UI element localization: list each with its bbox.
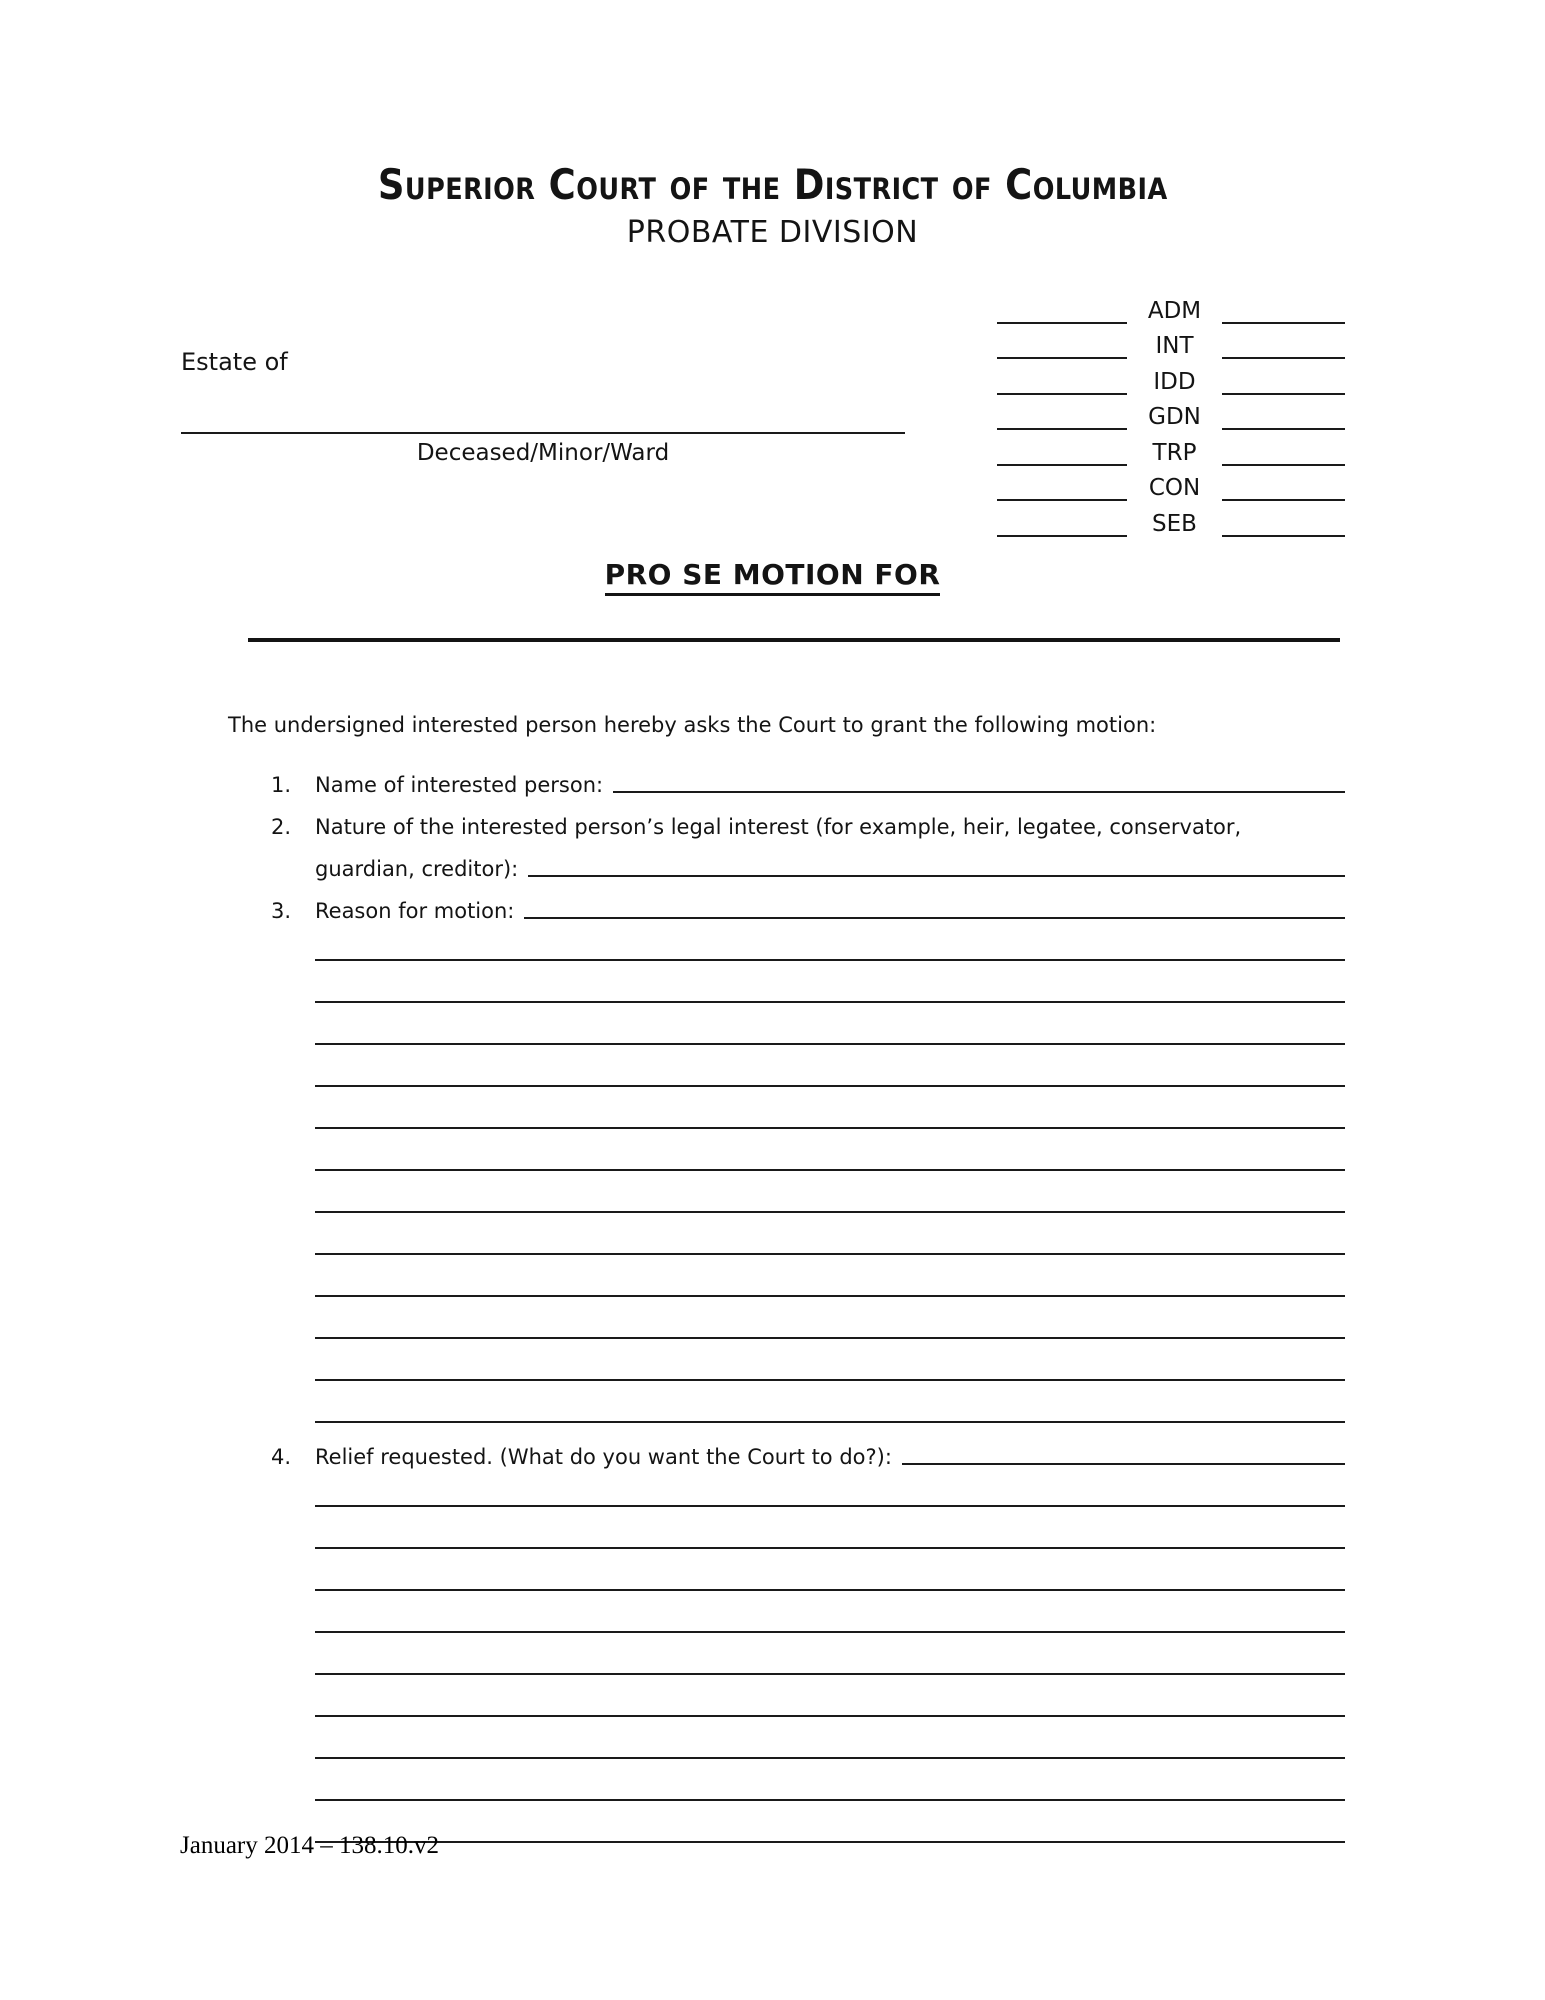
item-2-line-1 [228, 797, 1345, 839]
item-2-inline-blank[interactable] [528, 874, 1345, 877]
item-1-line-1 [228, 755, 1345, 797]
item-3-writing-line-1 [228, 923, 1345, 965]
item-4-writing-line-7 [228, 1721, 1345, 1763]
item-3-blank-line-6[interactable] [315, 1168, 1345, 1171]
case-code-label-gdn: GDN [1148, 404, 1201, 430]
item-3-blank-line-11[interactable] [315, 1378, 1345, 1381]
item-3-writing-line-7 [228, 1175, 1345, 1217]
case-code-label-idd: IDD [1153, 368, 1196, 395]
division-subtitle: PROBATE DIVISION [626, 215, 919, 250]
item-4-blank-line-2[interactable] [315, 1546, 1345, 1549]
item-3-writing-line-8 [228, 1217, 1345, 1259]
case-blank-left-con[interactable] [997, 498, 1127, 501]
case-blank-left-adm[interactable] [997, 321, 1127, 324]
item-4-writing-line-3 [228, 1553, 1345, 1595]
case-code-label-con: CON [1148, 475, 1201, 501]
case-blank-right-trp[interactable] [1222, 463, 1345, 466]
case-code-label-adm: ADM [1147, 297, 1202, 324]
item-number: 3. [271, 898, 292, 923]
case-blank-left-gdn[interactable] [997, 427, 1127, 430]
intro-paragraph [228, 695, 1345, 737]
item-4-writing-line-5 [228, 1637, 1345, 1679]
case-blank-right-gdn[interactable] [1222, 427, 1345, 430]
case-number-block [997, 288, 1347, 537]
motion-title-blank[interactable] [248, 600, 1340, 642]
item-3-writing-line-9 [228, 1259, 1345, 1301]
item-3-writing-line-12 [228, 1385, 1345, 1427]
item-4-line-1 [228, 1427, 1345, 1469]
item-3-blank-line-9[interactable] [315, 1294, 1345, 1297]
case-blank-left-seb[interactable] [997, 534, 1127, 537]
item-4-blank-line-3[interactable] [315, 1588, 1345, 1591]
case-blank-right-con[interactable] [1222, 498, 1345, 501]
item-3-writing-line-5 [228, 1091, 1345, 1133]
item-2-line-2 [228, 839, 1345, 881]
case-code-row-seb [997, 501, 1347, 537]
header [0, 160, 1545, 250]
form-version-footer: January 2014 – 138.10.v2 [180, 1832, 439, 1859]
item-text: Nature of the interested person’s legal interest (for example, heir, legatee, conservator, [315, 814, 1242, 839]
item-3-blank-line-2[interactable] [315, 1000, 1345, 1003]
item-3-blank-line-10[interactable] [315, 1336, 1345, 1339]
item-4-writing-line-4 [228, 1595, 1345, 1637]
item-4-writing-line-1 [228, 1469, 1345, 1511]
item-4-blank-line-9[interactable] [315, 1840, 1345, 1843]
item-4-writing-line-8 [228, 1763, 1345, 1805]
item-3-blank-line-5[interactable] [315, 1126, 1345, 1129]
item-4-blank-line-5[interactable] [315, 1672, 1345, 1675]
case-code-row-gdn [997, 395, 1347, 431]
case-blank-right-seb[interactable] [1222, 534, 1345, 537]
item-number: 4. [271, 1444, 292, 1469]
case-blank-left-int[interactable] [997, 356, 1127, 359]
item-1-inline-blank[interactable] [613, 790, 1345, 793]
case-code-row-idd [997, 359, 1347, 395]
item-3-blank-line-4[interactable] [315, 1084, 1345, 1087]
item-number: 1. [271, 772, 292, 797]
case-blank-right-int[interactable] [1222, 356, 1345, 359]
case-code-label-int: INT [1155, 333, 1194, 359]
item-text: Reason for motion: [315, 898, 515, 923]
court-title: Superior Court of the District of Columbia [377, 160, 1168, 209]
motion-body [228, 695, 1345, 1847]
case-code-label-seb: SEB [1152, 510, 1197, 537]
item-text: Relief requested. (What do you want the Court to do?): [315, 1444, 892, 1469]
item-3-blank-line-7[interactable] [315, 1210, 1345, 1213]
item-3-writing-line-6 [228, 1133, 1345, 1175]
item-3-line-1 [228, 881, 1345, 923]
item-3-writing-line-2 [228, 965, 1345, 1007]
case-code-label-trp: TRP [1152, 439, 1197, 466]
item-4-blank-line-8[interactable] [315, 1798, 1345, 1801]
case-blank-left-trp[interactable] [997, 463, 1127, 466]
motion-heading-wrap [0, 558, 1545, 596]
item-3-blank-line-12[interactable] [315, 1420, 1345, 1423]
item-3-blank-line-8[interactable] [315, 1252, 1345, 1255]
item-3-writing-line-3 [228, 1007, 1345, 1049]
item-3-inline-blank[interactable] [524, 916, 1345, 919]
item-text: Name of interested person: [315, 772, 604, 797]
numbered-items [228, 755, 1345, 1847]
case-blank-left-idd[interactable] [997, 392, 1127, 395]
deceased-minor-ward-caption: Deceased/Minor/Ward [416, 440, 670, 466]
item-4-writing-line-6 [228, 1679, 1345, 1721]
estate-of-label: Estate of [181, 348, 288, 376]
item-4-inline-blank[interactable] [902, 1462, 1345, 1465]
case-code-row-trp [997, 430, 1347, 466]
item-3-blank-line-3[interactable] [315, 1042, 1345, 1045]
item-4-blank-line-4[interactable] [315, 1630, 1345, 1633]
estate-name-blank[interactable] [181, 398, 905, 434]
item-3-blank-line-1[interactable] [315, 958, 1345, 961]
item-3-writing-line-10 [228, 1301, 1345, 1343]
item-3-writing-line-4 [228, 1049, 1345, 1091]
case-blank-right-adm[interactable] [1222, 321, 1345, 324]
item-4-blank-line-7[interactable] [315, 1756, 1345, 1759]
case-code-row-int [997, 324, 1347, 360]
item-4-writing-line-2 [228, 1511, 1345, 1553]
item-number: 2. [271, 814, 292, 839]
item-4-blank-line-1[interactable] [315, 1504, 1345, 1507]
item-3-writing-line-11 [228, 1343, 1345, 1385]
motion-heading: PRO SE MOTION FOR [605, 558, 941, 596]
case-blank-right-idd[interactable] [1222, 392, 1345, 395]
item-4-blank-line-6[interactable] [315, 1714, 1345, 1717]
intro-text: The undersigned interested person hereby asks the Court to grant the following motion: [228, 712, 1157, 737]
item-text: guardian, creditor): [315, 856, 519, 881]
case-code-row-adm [997, 288, 1347, 324]
case-code-row-con [997, 466, 1347, 502]
